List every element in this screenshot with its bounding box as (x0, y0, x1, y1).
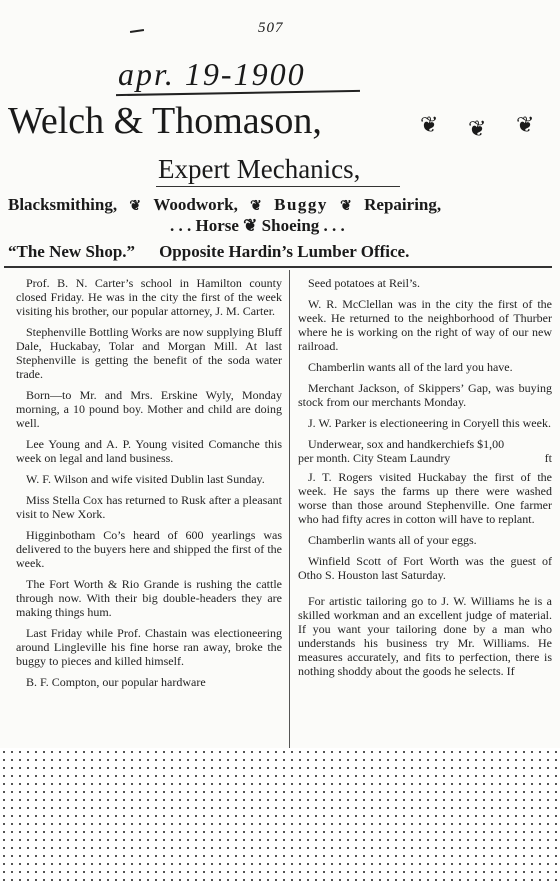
news-item: Prof. B. N. Carter’s school in Hamilton county closed Friday. He was in the city the first of the week visiting his brother, our popular attorney, J. M. Carter. (16, 276, 282, 318)
page-number: 507 (258, 20, 284, 36)
laundry-ad-mark: ft (544, 451, 552, 465)
laundry-ad-line: per month. City Steam Laundry (298, 451, 451, 465)
news-item: Chamberlin wants all of the lard you have. (308, 360, 513, 374)
services-line (8, 196, 441, 214)
services-line-horseshoeing: . . . Horse ❦ Shoeing . . . (170, 216, 345, 235)
fleuron-ornament-icon: ❦ (468, 116, 487, 141)
news-item: Winfield Scott of Fort Worth was the guest of Otho S. Houston last Saturday. (298, 554, 552, 582)
column-divider (289, 270, 290, 750)
news-item: The Fort Worth & Rio Grande is rushing the cattle through now. With their big double-headers they are making things hum. (16, 577, 282, 619)
news-item: W. R. McClellan was in the city the first of the week. He returned to the neighborhood of Thurber where he is working on the right of way of our new railroad. (298, 297, 552, 353)
fleuron-separator-icon: ❦ (340, 199, 352, 214)
fleuron-separator-icon: ❦ (250, 199, 262, 214)
news-item: W. F. Wilson and wife visited Dublin last Sunday. (26, 472, 265, 486)
news-item: J. W. Parker is electioneering in Coryell this week. (308, 416, 551, 430)
news-item: Merchant Jackson, of Skippers’ Gap, was buying stock from our merchants Monday. (298, 381, 552, 409)
news-item: J. T. Rogers visited Huckabay the first of the week. He says the farms up there were washed worse than those around Stephenville. One farmer who had fifty acres in cotton will have to replant. (298, 470, 552, 526)
news-item: Last Friday while Prof. Chastain was electioneering around Lingleville his fine horse ran away, broke the buggy to pieces and killed himself. (16, 626, 282, 668)
laundry-ad-row (298, 451, 552, 465)
pencil-mark (130, 29, 144, 33)
fleuron-separator-icon: ❦ (129, 199, 142, 214)
news-item: B. F. Compton, our popular hardware (26, 675, 206, 689)
shop-name-heading: Welch & Thomason, (8, 100, 322, 142)
left-news-column (16, 276, 282, 696)
news-item: For artistic tailoring go to J. W. Williams he is a skilled workman and an excellent judge of material. If you want your tailoring done by a man who understands his business try Mr. Williams. He measures accurately, and fits to perfection, there is nothing shoddy about the goods he selects. If (298, 594, 552, 678)
stippled-blank-area (0, 748, 560, 886)
service-repairing: Repairing, (364, 195, 442, 214)
fleuron-ornament-icon: ❦ (516, 112, 535, 137)
right-news-column (298, 276, 552, 685)
news-item: Stephenville Bottling Works are now supplying Bluff Dale, Huckabay, Tolar and Morgan Mill. At last Stephenville is getting the benefit of the soda water trade. (16, 325, 282, 381)
slogan-line (8, 243, 409, 260)
specialty-underline (156, 186, 400, 187)
service-blacksmithing: Blacksmithing, (8, 195, 118, 214)
slogan-location: Opposite Hardin’s Lumber Office. (159, 242, 410, 261)
news-item: Miss Stella Cox has returned to Rusk after a pleasant visit to New Xork. (16, 493, 282, 521)
slogan-shop: “The New Shop.” (8, 242, 136, 261)
news-item: Lee Young and A. P. Young visited Comanche this week on legal and land business. (16, 437, 282, 465)
service-woodwork: Woodwork, (153, 195, 238, 214)
specialty-heading: Expert Mechanics, (158, 154, 361, 184)
header-divider (4, 266, 552, 268)
fleuron-ornament-icon: ❦ (420, 112, 439, 137)
news-item: Chamberlin wants all of your eggs. (308, 533, 477, 547)
handwritten-date: apr. 19-1900 (118, 56, 306, 92)
news-item: Seed potatoes at Reil’s. (308, 276, 420, 290)
service-buggy: Buggy (274, 195, 328, 214)
laundry-ad-line: Underwear, sox and handkerchiefs $1,00 (308, 437, 505, 451)
news-item: Higginbotham Co’s heard of 600 yearlings was delivered to the buyers here and shipped the first of the week. (16, 528, 282, 570)
laundry-ad (298, 437, 552, 465)
news-item: Born—to Mr. and Mrs. Erskine Wyly, Monday morning, a 10 pound boy. Mother and child are doing well. (16, 388, 282, 430)
